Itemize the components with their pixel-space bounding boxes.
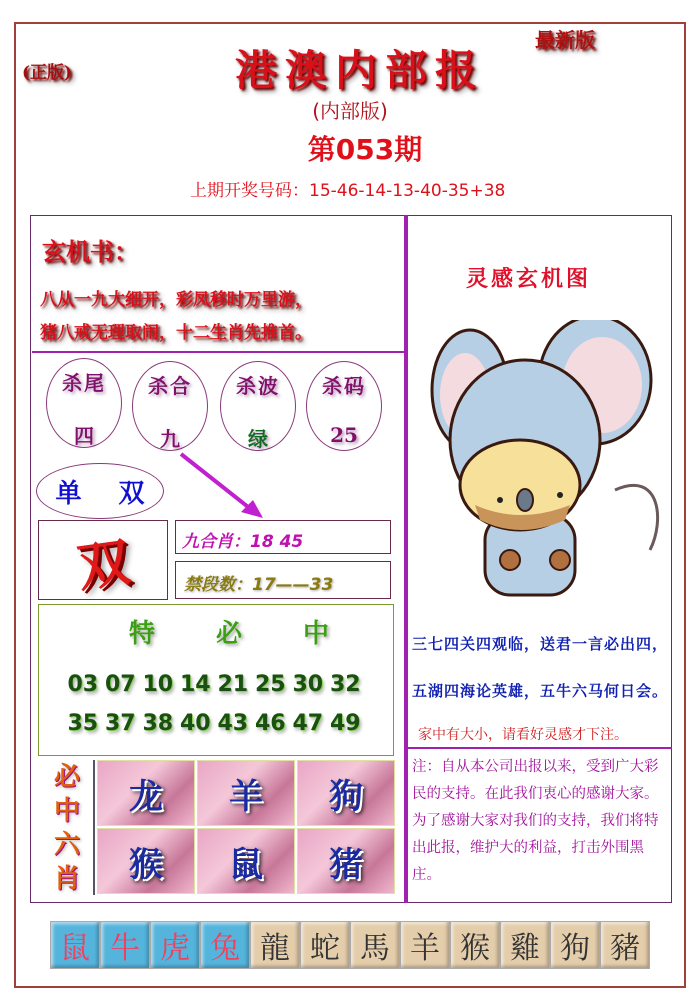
last-draw — [190, 176, 505, 201]
jiuhe-box: 九合肖：18 45 — [175, 520, 391, 554]
six-zodiac-grid — [97, 760, 395, 894]
numbers-row-2: 35 37 38 40 43 46 47 49 — [67, 711, 361, 736]
zodiac-block: 豬 — [600, 921, 650, 969]
lingan-poem-1: 三七四关四观临，送君一言必出四， — [412, 635, 669, 653]
zodiac-block: 鼠 — [50, 921, 100, 969]
section-divider — [406, 747, 672, 749]
answer-even: 双 — [73, 531, 134, 599]
zodiac-block: 猴 — [450, 921, 500, 969]
zodiac-block: 虎 — [150, 921, 200, 969]
zodiac-tile: 羊 — [197, 760, 295, 826]
divider — [93, 760, 95, 895]
lingan-tip: 家中有大小，请看好灵感才下注。 — [418, 727, 628, 743]
jinduan-value: 17——33 — [252, 575, 334, 595]
mouse-illustration — [420, 320, 670, 610]
odd-label: 单 — [55, 478, 82, 509]
section-divider — [32, 351, 404, 353]
zodiac-block: 蛇 — [300, 921, 350, 969]
zodiac-block: 龍 — [250, 921, 300, 969]
pick-kill-number: 杀码 25 — [306, 361, 382, 451]
zodiac-block: 牛 — [100, 921, 150, 969]
jiuhe-value: 18 45 — [250, 532, 304, 552]
answer-box — [38, 520, 168, 600]
zodiac-block: 狗 — [550, 921, 600, 969]
zodiac-tile: 龙 — [97, 760, 195, 826]
issue-number: 第053期 — [307, 133, 423, 166]
pick-kill-color: 杀波 绿 — [220, 361, 296, 451]
odd-even-oval — [36, 463, 164, 519]
pick-kill-combo: 杀合 九 — [132, 361, 208, 451]
numbers-row-1: 03 07 10 14 21 25 30 32 — [67, 672, 361, 697]
edition-tag: (正版) — [22, 63, 73, 83]
special-numbers-box: 特 必 中 03 07 10 14 21 25 30 32 35 37 38 40 43 46 47 49 — [38, 604, 394, 756]
zodiac-block: 馬 — [350, 921, 400, 969]
zodiac-block: 羊 — [400, 921, 450, 969]
arrow-icon — [175, 448, 270, 523]
six-zodiac-label: 必 中 六 肖 — [53, 762, 80, 894]
xuanjishu-title: 玄机书： — [42, 237, 138, 266]
last-draw-label: 上期开奖号码： — [190, 181, 309, 201]
xuanjishu-line-1: 八从一九大细开，彩凤移时万里游， — [40, 290, 312, 310]
zodiac-bar — [50, 921, 650, 969]
subtitle: (内部版) — [312, 99, 388, 123]
zodiac-block: 兔 — [200, 921, 250, 969]
last-draw-numbers: 15-46-14-13-40-35+38 — [309, 181, 506, 201]
notice-text: 注：自从本公司出报以来，受到广大彩民的支持。在此我们衷心的感谢大家。为了感谢大家对我们的支持，我们将特出此报，维护大的利益，打击外围黑庄。 — [412, 759, 659, 883]
latest-edition-tag: 最新版 — [535, 28, 595, 52]
zodiac-tile: 鼠 — [197, 828, 295, 894]
lingan-title: 灵感玄机图 — [466, 266, 592, 292]
jinduan-box: 禁段数：17——33 — [175, 561, 391, 599]
zodiac-tile: 狗 — [297, 760, 395, 826]
zodiac-tile: 猪 — [297, 828, 395, 894]
even-label: 双 — [118, 478, 145, 509]
zodiac-block: 雞 — [500, 921, 550, 969]
column-divider — [404, 215, 408, 903]
paper-title: 港澳内部报 — [235, 46, 486, 95]
pick-kill-tail: 杀尾 四 — [46, 358, 122, 448]
lingan-poem-2: 五湖四海论英雄，五牛六马何日会。 — [412, 682, 669, 700]
zodiac-tile: 猴 — [97, 828, 195, 894]
xuanjishu-line-2: 猪八戒无理取闹，十二生肖先推首。 — [40, 323, 312, 343]
